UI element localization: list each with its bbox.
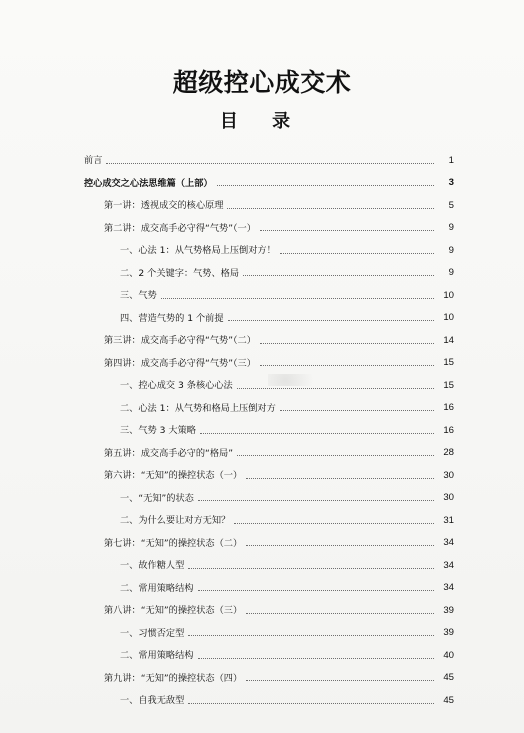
toc-entry-text: 一、控心成交 3 条核心心法 (120, 380, 233, 392)
toc-entry-text: 二、常用策略结构 (120, 582, 194, 594)
toc-leader-dots (260, 364, 434, 366)
toc-entry-page-number: 9 (448, 244, 454, 256)
toc-entry-text: 四、营造气势的 1 个前提 (120, 312, 224, 324)
toc-entry-text: 第四讲：成交高手必守得“气势”（三） (104, 357, 256, 369)
toc-leader-dots (188, 567, 434, 569)
toc-entry (84, 413, 454, 436)
toc-entry (84, 526, 454, 549)
toc-entry-text: 一、自我无敌型 (120, 695, 185, 707)
toc-entry-text: 第三讲：成交高手必守得“气势”（二） (104, 335, 256, 347)
toc-entry (84, 391, 454, 414)
toc-entry-page-number: 34 (443, 582, 454, 594)
toc-entry-text: 前言 (84, 155, 103, 167)
toc-entry-text: 一、“无知”的状态 (120, 492, 194, 504)
toc-entry-page-number: 28 (443, 447, 454, 459)
toc-entry-page-number: 9 (448, 267, 454, 279)
toc-leader-dots (260, 342, 434, 344)
toc-leader-dots (234, 522, 434, 524)
toc-entry-text: 第一讲：透视成交的核心原理 (104, 200, 224, 212)
toc-leader-dots (246, 477, 434, 479)
toc-leader-dots (280, 252, 434, 254)
toc-entry (84, 458, 454, 481)
toc-entry-page-number: 45 (443, 672, 454, 684)
toc-leader-dots (228, 319, 434, 321)
toc-entry (84, 301, 454, 324)
toc-entry-text: 第二讲：成交高手必守得“气势”（一） (104, 222, 256, 234)
toc-entry (84, 503, 454, 526)
toc-leader-dots (227, 207, 434, 209)
toc-leader-dots (243, 274, 434, 276)
toc-entry-page-number: 34 (443, 537, 454, 549)
toc-entry (84, 346, 454, 369)
toc-entry-page-number: 40 (443, 649, 454, 661)
toc-leader-dots (237, 454, 434, 456)
toc-entry-text: 第五讲：成交高手必守的“格局” (104, 447, 233, 459)
toc-entry-page-number: 34 (443, 559, 454, 571)
toc-entry-text: 三、气势 (120, 290, 157, 302)
toc-entry (84, 278, 454, 301)
toc-entry-page-number: 39 (443, 604, 454, 616)
toc-entry-text: 一、心法 1：从气势格局上压倒对方！ (120, 245, 276, 257)
toc-entry-text: 三、气势 3 大策略 (120, 425, 196, 437)
toc-leader-dots (198, 589, 435, 591)
toc-entry-text: 一、故作糖人型 (120, 560, 185, 572)
toc-entry (84, 683, 454, 706)
toc-entry (84, 616, 454, 639)
toc-entry-page-number: 30 (443, 469, 454, 481)
toc-entry (84, 143, 454, 166)
toc-leader-dots (246, 612, 434, 614)
toc-leader-dots (198, 657, 435, 659)
toc-entry-page-number: 15 (443, 379, 454, 391)
toc-leader-dots (260, 229, 434, 231)
toc-entry (84, 593, 454, 616)
toc-entry-page-number: 31 (443, 514, 454, 526)
table-of-contents (84, 143, 454, 706)
toc-leader-dots (200, 432, 434, 434)
toc-entry-page-number: 45 (443, 694, 454, 706)
toc-entry (84, 661, 454, 684)
toc-leader-dots (188, 634, 434, 636)
toc-entry-text: 二、常用策略结构 (120, 650, 194, 662)
toc-entry (84, 211, 454, 234)
toc-entry-text: 第八讲：“无知”的操控状态（三） (104, 605, 243, 617)
toc-entry-text: 一、习惯否定型 (120, 627, 185, 639)
toc-entry (84, 256, 454, 279)
toc-entry (84, 368, 454, 391)
toc-entry-page-number: 10 (443, 289, 454, 301)
toc-leader-dots (280, 409, 434, 411)
toc-entry (84, 323, 454, 346)
toc-entry-text: 控心成交之心法思维篇（上部） (84, 177, 213, 189)
toc-entry-text: 第六讲：“无知”的操控状态（一） (104, 470, 243, 482)
table-of-contents-heading: 目 录 (219, 111, 305, 132)
toc-entry-text: 二、心法 1：从气势和格局上压倒对方 (120, 402, 276, 414)
toc-entry (84, 481, 454, 504)
toc-entry-page-number: 15 (443, 357, 454, 369)
toc-entry (84, 166, 454, 189)
toc-entry-page-number: 39 (443, 627, 454, 639)
toc-leader-dots (188, 702, 434, 704)
toc-entry (84, 188, 454, 211)
toc-leader-dots (246, 679, 434, 681)
toc-entry (84, 571, 454, 594)
toc-entry-page-number: 30 (443, 492, 454, 504)
toc-entry-page-number: 9 (448, 222, 454, 234)
toc-entry (84, 436, 454, 459)
toc-entry-text: 二、2 个关键字：气势、格局 (120, 267, 240, 279)
toc-entry-page-number: 5 (448, 199, 454, 211)
toc-entry-text: 第七讲：“无知”的操控状态（二） (104, 537, 243, 549)
toc-entry-page-number: 14 (443, 334, 454, 346)
toc-entry-text: 二、为什么要让对方无知？ (120, 515, 231, 527)
toc-entry-page-number: 16 (443, 424, 454, 436)
toc-leader-dots (217, 184, 434, 186)
toc-entry (84, 233, 454, 256)
toc-leader-dots (237, 387, 434, 389)
document-title: 超级控心成交术 (172, 68, 352, 97)
toc-leader-dots (106, 162, 434, 164)
toc-leader-dots (246, 544, 434, 546)
toc-entry-page-number: 1 (448, 154, 454, 166)
toc-entry-page-number: 10 (443, 312, 454, 324)
toc-entry (84, 548, 454, 571)
toc-leader-dots (161, 297, 434, 299)
toc-entry-page-number: 3 (448, 177, 454, 189)
toc-entry (84, 638, 454, 661)
toc-entry-text: 第九讲：“无知”的操控状态（四） (104, 672, 243, 684)
toc-leader-dots (198, 499, 434, 501)
toc-entry-page-number: 16 (443, 402, 454, 414)
